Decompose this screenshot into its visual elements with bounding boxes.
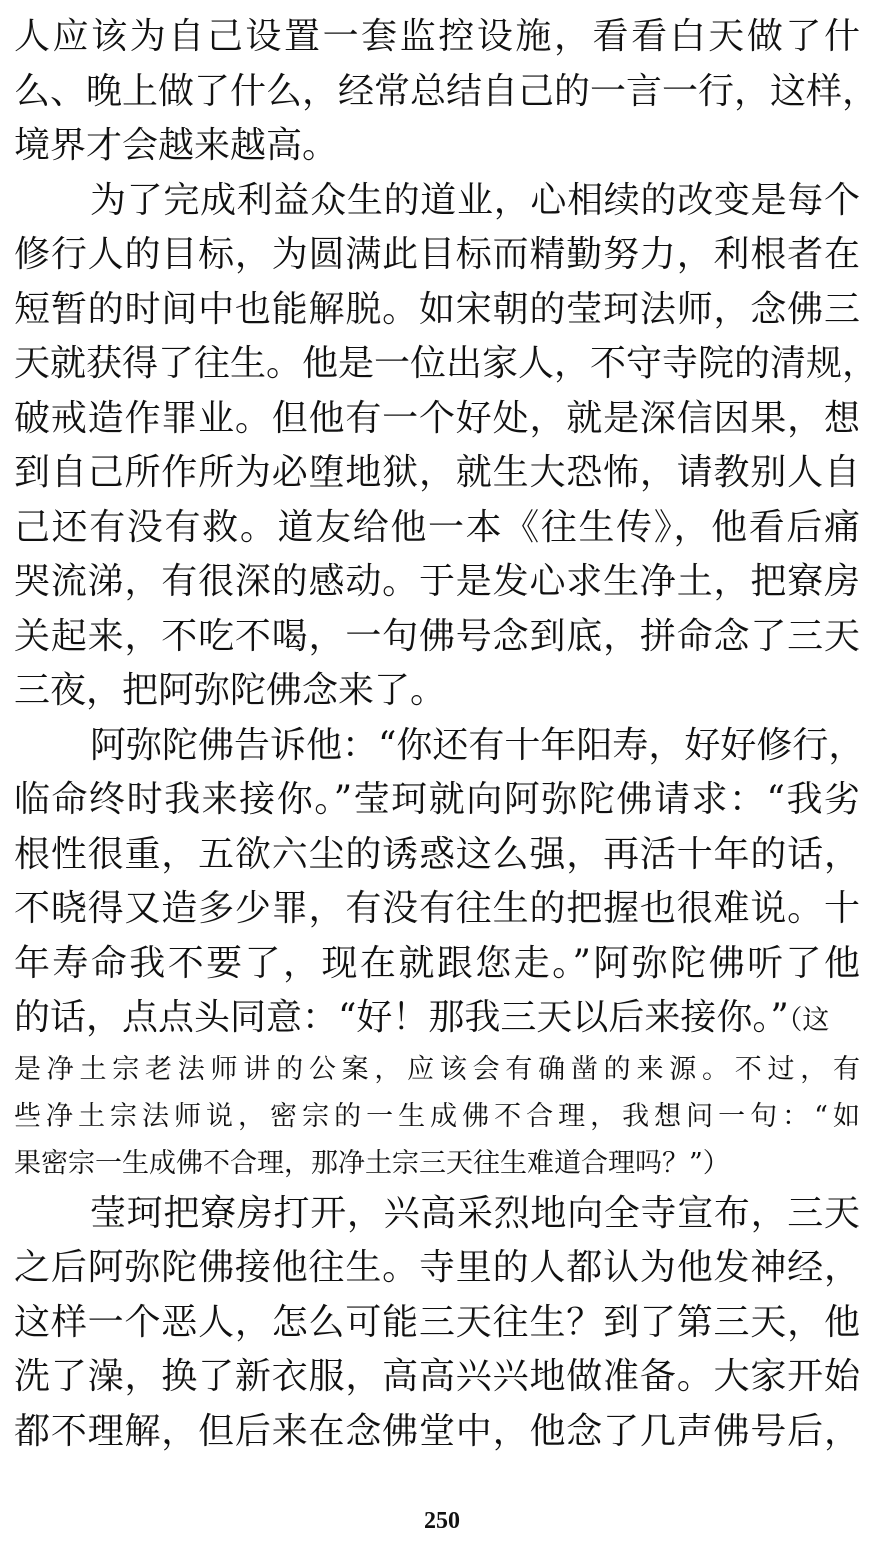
text-line: 破戒造作罪业。但他有一个好处，就是深信因果，想 [14, 397, 860, 439]
text-line: 不晓得又造多少罪，有没有往生的把握也很难说。十 [14, 888, 860, 929]
text-line: 哭流涕，有很深的感动。于是发心求生净土，把寮房 [14, 561, 860, 602]
text-line: 都不理解，但后来在念佛堂中，他念了几声佛号后， [14, 1410, 860, 1452]
note-line: 果密宗一生成佛不合理，那净土宗三天往生难道合理吗？”） [14, 1147, 730, 1179]
text-line: 天就获得了往生。他是一位出家人，不守寺院的清规， [14, 343, 879, 384]
text-line: 关起来，不吃不喝，一句佛号念到底，拼命念了三天 [14, 615, 860, 657]
text-line: 这样一个恶人，怎么可能三天往生？到了第三天，他 [14, 1301, 860, 1343]
text-line: 根性很重，五欲六尘的诱惑这么强，再活十年的话， [14, 833, 860, 875]
text-line: 己还有没有救。道友给他一本《往生传》，他看后痛 [14, 506, 860, 548]
text-span: 的话，点点头同意：“好！那我三天以后来接你。” [14, 997, 789, 1038]
paragraph-start-line: 为了完成利益众生的道业，心相续的改变是每个 [90, 179, 860, 221]
note-open: （这 [788, 1005, 830, 1036]
text-line: 修行人的目标，为圆满此目标而精勤努力，利根者在 [14, 234, 860, 275]
note-line: 是净土宗老法师讲的公案，应该会有确凿的来源。不过，有 [14, 1053, 860, 1085]
paragraph-start-line: 莹珂把寮房打开，兴高采烈地向全寺宣布，三天 [90, 1192, 860, 1234]
text-line: 境界才会越来越高。 [14, 125, 339, 166]
text-line: 洗了澡，换了新衣服，高高兴兴地做准备。大家开始 [14, 1356, 860, 1397]
text-line: 么、晚上做了什么，经常总结自己的一言一行，这样， [14, 70, 879, 112]
note-line: 些净土宗法师说，密宗的一生成佛不合理，我想问一句：“如 [14, 1100, 860, 1132]
text-line: 人应该为自己设置一套监控设施，看看白天做了什 [14, 16, 860, 57]
text-line: 之后阿弥陀佛接他往生。寺里的人都认为他发神经， [14, 1247, 860, 1288]
text-line: 到自己所作所为必堕地狱，就生大恐怖，请教别人自 [14, 452, 860, 493]
book-page [14, 10, 879, 1459]
text-line: 三夜，把阿弥陀佛念来了。 [14, 670, 447, 711]
text-line-with-note-start [14, 991, 860, 1046]
page-number: 250 [424, 1508, 460, 1534]
text-line: 临命终时我来接你。”莹珂就向阿弥陀佛请求：“我劣 [14, 779, 860, 820]
paragraph-start-line: 阿弥陀佛告诉他：“你还有十年阳寿，好好修行， [90, 724, 865, 766]
text-line: 年寿命我不要了，现在就跟您走。”阿弥陀佛听了他 [14, 942, 860, 984]
text-line: 短暂的时间中也能解脱。如宋朝的莹珂法师，念佛三 [14, 288, 860, 330]
